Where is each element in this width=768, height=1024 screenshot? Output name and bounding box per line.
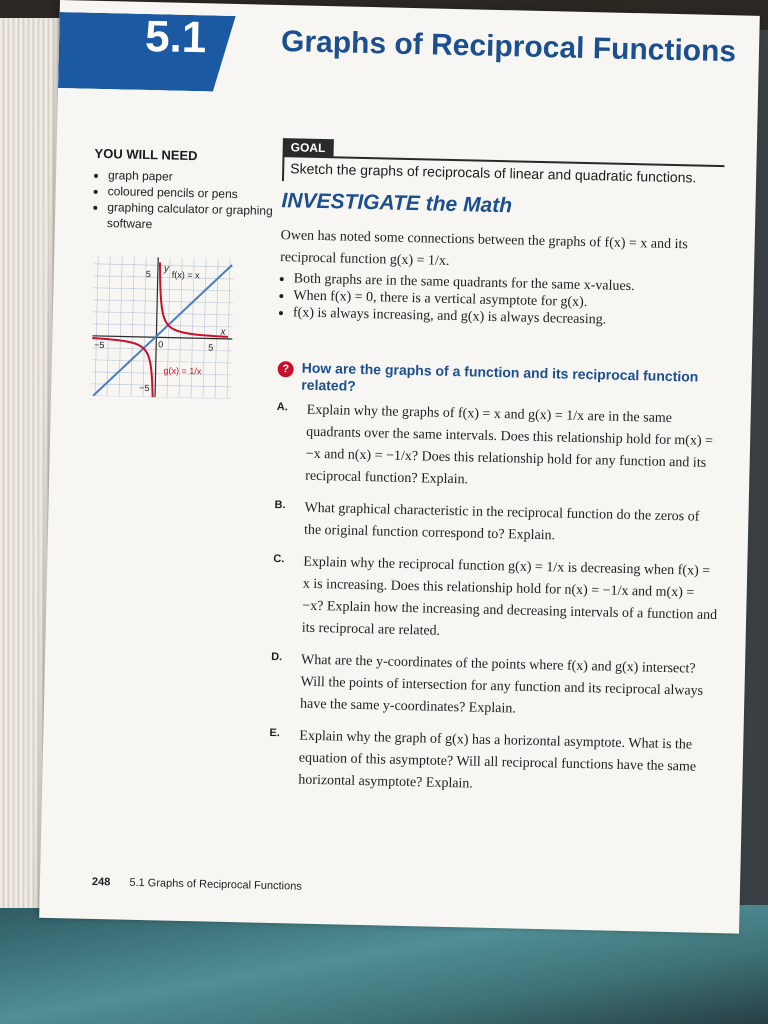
part-item bbox=[275, 399, 722, 497]
materials-item: • graphing calculator or graphing software bbox=[107, 199, 274, 235]
part-letter: C. bbox=[273, 552, 285, 566]
question-icon: ? bbox=[278, 361, 294, 377]
part-text: Explain why the graph of g(x) has a horizontal asymptote. What is the equation of this asymptote? Will all reciprocal functions have the same horizontal asymptote? Explain. bbox=[298, 728, 697, 792]
textbook-page bbox=[39, 0, 760, 934]
grid-line bbox=[93, 324, 233, 327]
you-will-need-heading: YOU WILL NEED bbox=[94, 145, 198, 164]
grid-line bbox=[91, 396, 231, 399]
grid-line bbox=[227, 259, 230, 399]
grid-line bbox=[203, 258, 206, 398]
grid-line bbox=[93, 288, 233, 291]
part-text: Explain why the graphs of f(x) = x and g(x) = 1/x are in the same quadrants over the same intervals. Does this relationship hold for m(x) = −x and n(x) = −1/x? Does this relationship hold for any function and its reciprocal function? Explain. bbox=[305, 402, 714, 488]
tick-label-x-pos: 5 bbox=[208, 342, 214, 353]
bullet-item: • When f(x) = 0, there is a vertical asymptote for g(x). bbox=[293, 287, 733, 314]
grid-line bbox=[119, 256, 122, 396]
page-number: 248 bbox=[91, 875, 111, 889]
y-axis-label: y bbox=[163, 263, 170, 275]
y-axis bbox=[155, 257, 158, 397]
investigate-heading: INVESTIGATE the Math bbox=[281, 189, 513, 218]
part-letter: B. bbox=[274, 499, 286, 512]
section-number: 5.1 bbox=[144, 11, 207, 63]
part-text: What graphical characteristic in the reciprocal function do the zeros of the original function correspond to? Explain. bbox=[303, 500, 700, 544]
grid-line bbox=[92, 372, 232, 375]
x-axis-label: x bbox=[220, 326, 226, 338]
g-function-label: g(x) = 1/x bbox=[163, 365, 202, 377]
key-question: How are the graphs of a function and its reciprocal function related? bbox=[301, 359, 699, 394]
investigate-bullets bbox=[279, 270, 734, 331]
page-title: Graphs of Reciprocal Functions bbox=[280, 25, 737, 69]
you-will-need-box bbox=[93, 146, 275, 235]
page-footer bbox=[92, 876, 302, 893]
grid-line bbox=[107, 256, 110, 396]
part-item bbox=[274, 497, 720, 551]
origin-label: 0 bbox=[158, 339, 164, 350]
grid-line bbox=[91, 384, 231, 387]
part-text: What are the y-coordinates of the points where f(x) and g(x) intersect? Will the points of intersection for any function and its reciprocal always have the same y-coordinates? Explain. bbox=[299, 652, 704, 717]
f-line bbox=[93, 262, 232, 399]
part-letter: A. bbox=[276, 401, 288, 414]
grid-line bbox=[94, 276, 234, 279]
materials-item: • graph paper bbox=[108, 167, 274, 187]
part-letter: D. bbox=[271, 650, 283, 664]
grid-line bbox=[93, 300, 233, 303]
grid-line bbox=[131, 257, 134, 397]
grid-line bbox=[92, 360, 232, 363]
tick-label-y-neg: −5 bbox=[139, 382, 150, 394]
bullet-item: • Both graphs are in the same quadrants for the same x-values. bbox=[294, 270, 734, 297]
investigate-intro: Owen has noted some connections between the graphs of f(x) = x and its reciprocal function g(x) = 1/x. bbox=[280, 228, 688, 269]
part-item bbox=[272, 551, 719, 649]
goal-tab: GOAL bbox=[283, 138, 334, 157]
part-item bbox=[268, 725, 714, 801]
tick-label-y-pos: 5 bbox=[145, 269, 151, 280]
part-letter: E. bbox=[269, 726, 280, 740]
bullet-item: • f(x) is always increasing, and g(x) is always decreasing. bbox=[293, 304, 733, 331]
grid-line bbox=[95, 256, 98, 396]
goal-text: Sketch the graphs of reciprocals of linear and quadratic functions. bbox=[290, 160, 697, 186]
reciprocal-graph bbox=[91, 256, 234, 399]
part-item bbox=[270, 649, 716, 725]
part-text: Explain why the reciprocal function g(x) = 1/x is decreasing when f(x) = x is increasing. Does this relationship hold for n(x) = −1/x and m(x) = −x? Explain how the increasing and decreasing intervals of a function and its reciprocal are related. bbox=[301, 554, 718, 639]
investigation-parts bbox=[268, 399, 722, 811]
running-title: 5.1 Graphs of Reciprocal Functions bbox=[129, 876, 302, 893]
materials-list bbox=[93, 167, 274, 235]
tick-label-x-neg: −5 bbox=[94, 339, 105, 351]
materials-item: • coloured pencils or pens bbox=[107, 183, 273, 203]
f-function-label: f(x) = x bbox=[171, 269, 200, 281]
